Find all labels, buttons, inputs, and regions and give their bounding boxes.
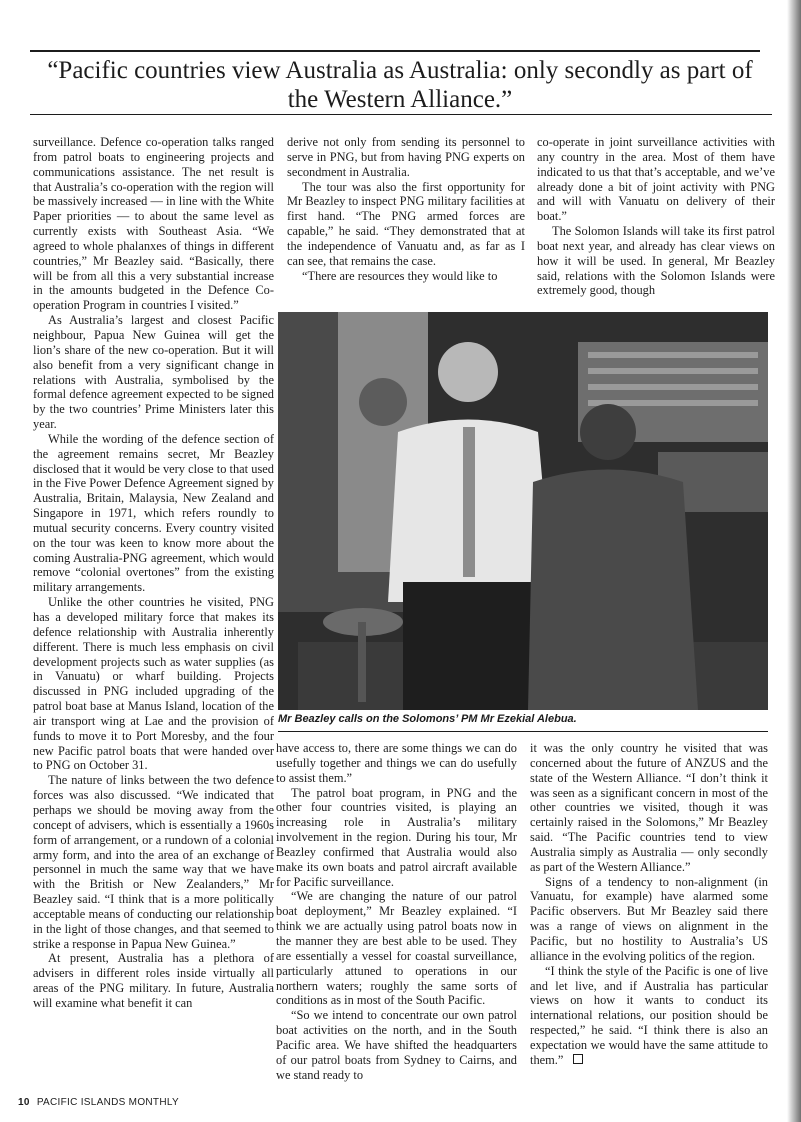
caption-rule [278,731,768,732]
article-paragraph: it was the only country he visited that was concerned about the future of ANZUS and the state of the Western Alliance. “I don’t think it was seen as a significant concern in most of the other countries we visited, though it was certainly raised in the Solomons,” Mr Beazley said. “The Pacific countries tend to view Australia simply as Australia — only secondly as part of the Western Alliance.” [530,741,768,874]
article-paragraph: The Solomon Islands will take its first patrol boat next year, and already has clear views on how it will be used. In general, Mr Beazley said, relations with the Solomon Islands were extremely good, though [537,224,775,298]
page-footer [18,1097,179,1108]
article-paragraph: While the wording of the defence section of the agreement remains secret, Mr Beazley disclosed that it would be very close to that used in the Five Power Defence Agreement signed by Australia, Britain, Malaysia, New Zealand and Singapore in 1971, which refers roundly to mutual security concerns. Every country visited on the tour was keen to know more about the coming Australia-PNG agreement, which would remove “colonial overtones” from the existing military arrangements. [33,431,274,595]
photo-illustration [278,312,768,710]
top-rule [30,50,760,52]
article-paragraph: “So we intend to concentrate our own patrol boat activities on the north, and in the South Pacific area. We have shifted the headquarters of our patrol boats from Sydney to Cairns, and we stand ready to [276,1008,517,1082]
end-of-article-mark [573,1054,583,1064]
article-paragraph: The nature of links between the two defence forces was also discussed. “We indicated that perhaps we should be moving away from the concept of advisers, which is essentially a 1960s form of arrangement, or a rundown of a colonial army form, and into the area of an exchange of personnel in much the same way that we have with the British or New Zealanders,” Mr Beazley said. “I think that is a more politically acceptable means of conducting our relationship in the light of those changes, and that seemed to strike a response in Papua New Guinea.” [33,773,274,951]
photo-caption: Mr Beazley calls on the Solomons’ PM Mr Ezekial Alebua. [278,713,577,725]
headline-quote: “Pacific countries view Australia as Australia: only secondly as part of the Western Alliance.” [47,57,753,113]
article-column-3-bottom [530,741,768,1093]
article-paragraph: At present, Australia has a plethora of advisers in different roles inside virtually all areas of the PNG military. In future, Australia will examine what benefit it can [33,951,274,1010]
article-paragraph: co-operate in joint surveillance activities with any country in the area. Most of them have indicated to us that that’s acceptable, and we’ve already done a bit of joint activity with PNG and will with Vanuatu on delivery of their boat.” [537,135,775,224]
page-edge-shadow [787,0,801,1122]
publication-name: PACIFIC ISLANDS MONTHLY [36,1097,179,1108]
article-paragraph [530,964,768,1068]
article-paragraph: “We are changing the nature of our patrol boat deployment,” Mr Beazley explained. “I think we are actually using patrol boats now in the manner they are best able to be used. They are essentially a vessel for coastal surveillance, particularly attuned to operations in our northern waters; roughly the same sorts of conditions as in most of the South Pacific. [276,889,517,1008]
article-paragraph: Signs of a tendency to non-alignment (in Vanuatu, for example) have alarmed some Pacific observers. But Mr Beazley said there was a range of views on alignment in the Pacific, but no hostility to Australia’s US alliance in the evolving politics of the region. [530,874,768,963]
photo-beazley-alebua [278,312,768,710]
article-paragraph: surveillance. Defence co-operation talks ranged from patrol boats to engineering projects and communications assistance. The net result is that Australia’s co-operation with the region will be massively increased — in line with the White Paper priorities — to about the same level as currently exists with Southeast Asia. “We agreed to whole phalanxes of things in different countries,” Mr Beazley said. “Basically, there will be from all this a very substantial increase in the amounts budgeted in the Defence Co-operation Program in countries I visited.” [33,135,274,313]
article-paragraph-text: “I think the style of the Pacific is one of live and let live, and if Australia has particular views on how it wants to conduct its international relations, our position should be respected,” he said. “I think there is also an expectation we would have the same attitude to them.” [530,963,768,1067]
article-paragraph: The tour was also the first opportunity for Mr Beazley to inspect PNG military facilities at first hand. “The PNG armed forces are capable,” he said. “They demonstrated that at the independence of Vanuatu and, as far as I can see, that remains the case. [287,179,525,268]
headline-rule [30,114,772,115]
article-paragraph: have access to, there are some things we can do usefully together and things we can do usefully to assist them.” [276,741,517,785]
article-paragraph: The patrol boat program, in PNG and the other four countries visited, is playing an increasing role in Australia’s military involvement in the region. During his tour, Mr Beazley confirmed that Australia would also make its own boats and patrol aircraft available for Pacific surveillance. [276,785,517,889]
article-column-2-top [287,135,525,301]
article-column-2-bottom [276,741,517,1093]
article-paragraph: “There are resources they would like to [302,268,498,283]
page-number: 10 [18,1097,30,1108]
article-paragraph: As Australia’s largest and closest Pacific neighbour, Papua New Guinea will get the lion’s share of the new co-operation. But it will also benefit from a very significant change in relations with Australia, symbolised by the formal defence agreement expected to be signed by the two countries’ Prime Ministers later this year. [33,313,274,432]
article-paragraph: derive not only from sending its personnel to serve in PNG, but from having PNG experts on secondment in Australia. [287,135,525,179]
article-column-3-top [537,135,775,301]
article-paragraph: Unlike the other countries he visited, PNG has a developed military force that makes its defence relationship with Australia inherently different. There is much less emphasis on civil development projects such as water supplies (as in Vanuatu) or wharf building. Projects discussed in PNG included upgrading of the patrol boat base at Manus Island, location of the air transport wing at Lae and the provision of funds to move it to Port Moresby, and the four new Pacific patrol boats that were handed over to PNG on October 31. [33,595,274,773]
article-column-1 [33,135,274,1091]
